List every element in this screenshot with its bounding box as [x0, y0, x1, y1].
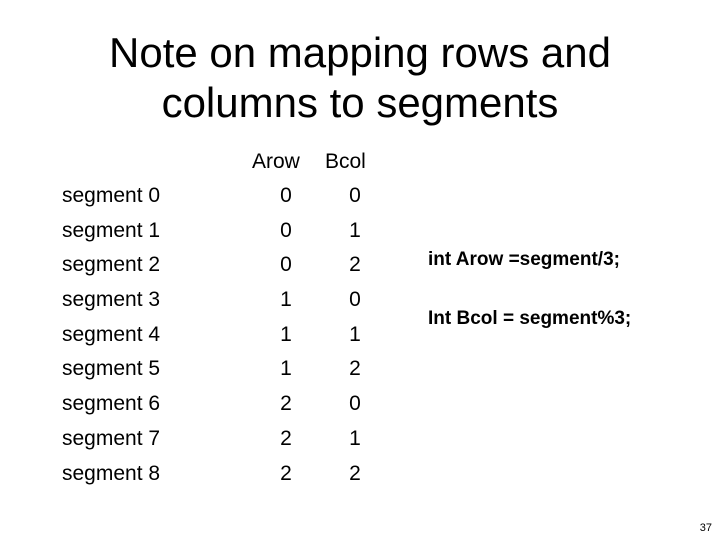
- table-row: [0, 356, 420, 391]
- segment-label: segment 0: [62, 184, 161, 207]
- arow-formula: int Arow =segment/3;: [428, 249, 620, 270]
- arow-value: 1: [280, 322, 292, 346]
- table-row: [0, 461, 420, 496]
- table-row: [0, 218, 420, 253]
- table-row: [0, 322, 420, 357]
- bcol-value: 2: [349, 461, 361, 485]
- table-row: [0, 183, 420, 218]
- table-row: [0, 252, 420, 287]
- bcol-column-header: Bcol: [325, 150, 366, 173]
- arow-value: 0: [280, 184, 292, 207]
- segment-label: segment 4: [62, 322, 161, 346]
- table-row: [0, 426, 420, 461]
- bcol-value: 1: [349, 426, 361, 450]
- arow-column-header: Arow: [252, 150, 300, 173]
- arow-value: 2: [280, 426, 292, 450]
- segment-label: segment 6: [62, 392, 161, 416]
- segment-label: segment 3: [62, 288, 161, 312]
- arow-value: 0: [280, 218, 292, 242]
- arow-value: 1: [280, 357, 292, 381]
- bcol-value: 1: [349, 218, 361, 242]
- segment-label: segment 2: [62, 253, 161, 277]
- bcol-formula: Int Bcol = segment%3;: [428, 308, 632, 329]
- bcol-value: 0: [349, 184, 361, 207]
- bcol-value: 2: [349, 357, 361, 381]
- segment-label: segment 8: [62, 461, 161, 485]
- segment-label: segment 5: [62, 357, 161, 381]
- arow-value: 1: [280, 288, 292, 312]
- table-row: [0, 391, 420, 426]
- table-row: [0, 287, 420, 322]
- arow-value: 2: [280, 392, 292, 416]
- bcol-value: 0: [349, 288, 361, 312]
- title-line-2: columns to segments: [161, 79, 559, 126]
- bcol-value: 0: [349, 392, 361, 416]
- segment-table: [0, 183, 420, 495]
- slide-title: [0, 28, 720, 128]
- segment-label: segment 1: [62, 218, 161, 242]
- bcol-value: 1: [349, 322, 361, 346]
- title-line-1: Note on mapping rows and: [109, 29, 611, 76]
- bcol-value: 2: [349, 253, 361, 277]
- page-number: 37: [699, 522, 712, 534]
- arow-value: 0: [280, 253, 292, 277]
- arow-value: 2: [280, 461, 292, 485]
- segment-label: segment 7: [62, 426, 161, 450]
